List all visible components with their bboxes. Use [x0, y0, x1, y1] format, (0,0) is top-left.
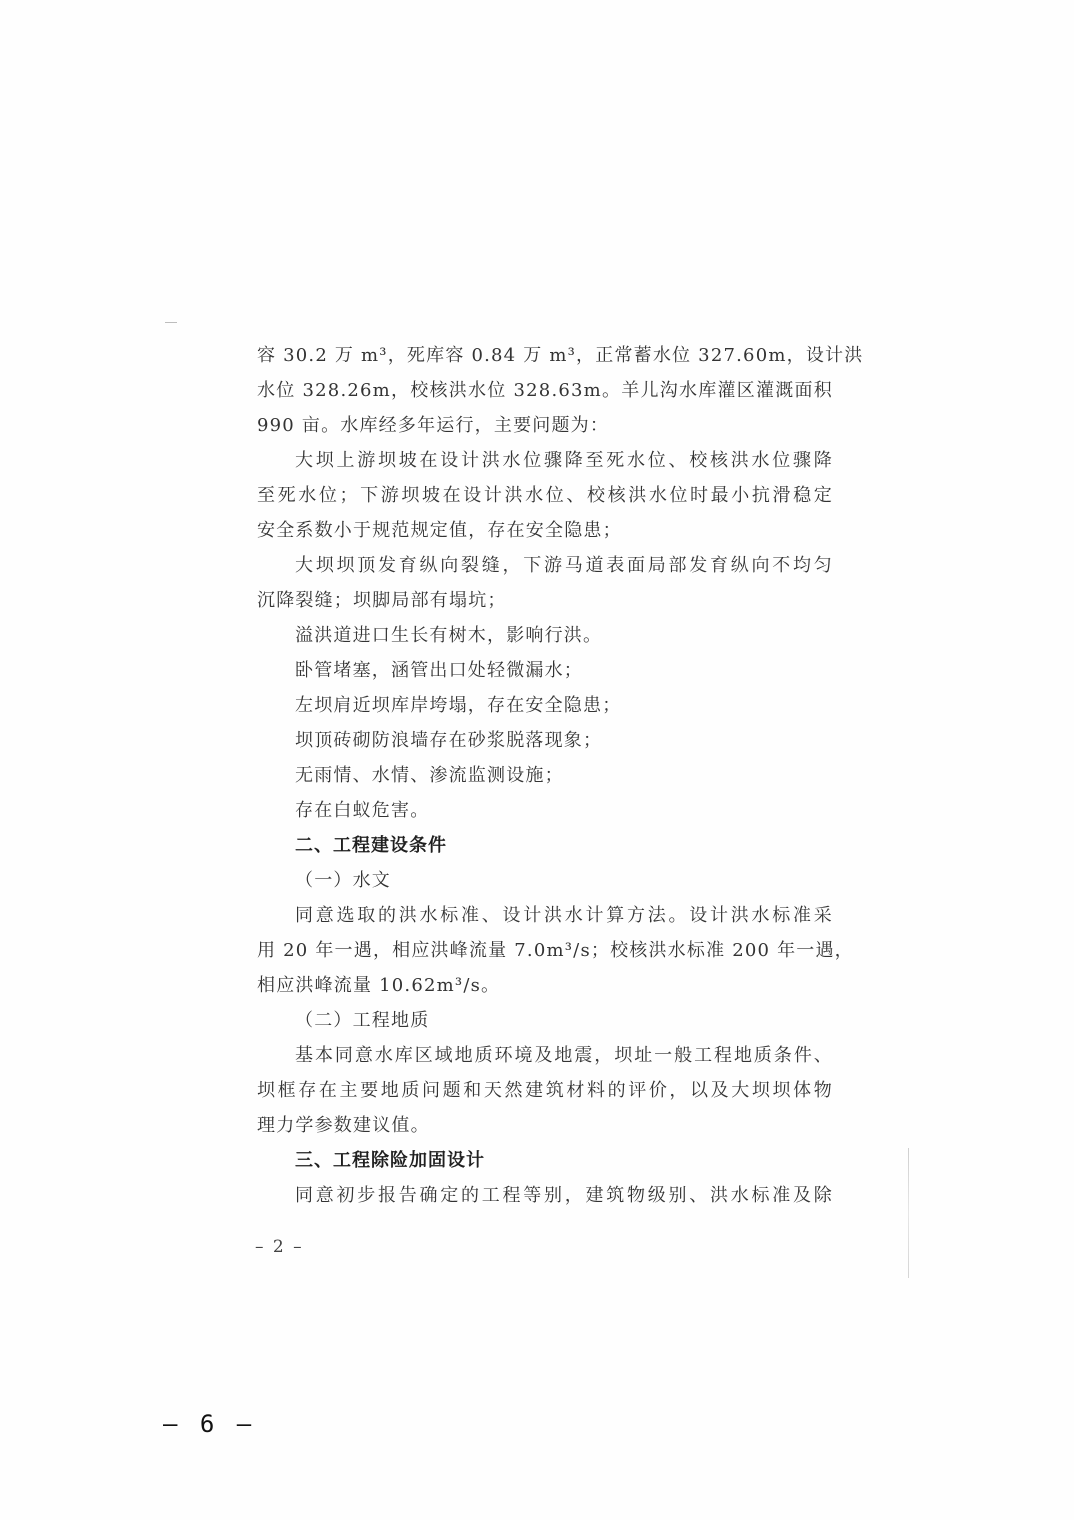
text-line: 坝顶砖砌防浪墙存在砂浆脱落现象；: [295, 730, 603, 751]
text-line: 相应洪峰流量 10.62m³/s。: [257, 975, 501, 996]
document-body: [257, 338, 864, 1213]
scan-artifact-mark: [165, 322, 177, 323]
section-heading: 三、工程除险加固设计: [295, 1150, 485, 1171]
text-line: 基本同意水库区域地质环境及地震，坝址一般工程地质条件、: [295, 1045, 833, 1066]
text-line: 至死水位；下游坝坡在设计洪水位、校核洪水位时最小抗滑稳定: [257, 485, 833, 506]
text-line: 安全系数小于规范规定值，存在安全隐患；: [257, 520, 622, 541]
text-line: 990 亩。水库经多年运行，主要问题为：: [257, 415, 610, 436]
text-line: 容 30.2 万 m³，死库容 0.84 万 m³，正常蓄水位 327.60m，设计洪: [257, 345, 864, 366]
text-line: 用 20 年一遇，相应洪峰流量 7.0m³/s；校核洪水标准 200 年一遇，: [257, 940, 854, 961]
outer-page-number: – 6 –: [163, 1410, 256, 1438]
text-line: 坝框存在主要地质问题和天然建筑材料的评价，以及大坝坝体物: [257, 1080, 833, 1101]
text-line: （一）水文: [295, 870, 391, 891]
text-line: 大坝上游坝坡在设计洪水位骤降至死水位、校核洪水位骤降: [295, 450, 833, 471]
scan-artifact-line: [908, 1148, 909, 1278]
inner-page-number: – 2 –: [255, 1237, 304, 1257]
section-heading: 二、工程建设条件: [295, 835, 447, 856]
text-line: 理力学参数建议值。: [257, 1115, 430, 1136]
text-line: 卧管堵塞，涵管出口处轻微漏水；: [295, 660, 583, 681]
text-line: 沉降裂缝；坝脚局部有塌坑；: [257, 590, 507, 611]
text-line: 大坝坝顶发育纵向裂缝，下游马道表面局部发育纵向不均匀: [295, 555, 833, 576]
text-line: 同意选取的洪水标准、设计洪水计算方法。设计洪水标准采: [295, 905, 833, 926]
text-line: 水位 328.26m，校核洪水位 328.63m。羊儿沟水库灌区灌溉面积: [257, 380, 833, 401]
text-line: （二）工程地质: [295, 1010, 430, 1031]
text-line: 同意初步报告确定的工程等别，建筑物级别、洪水标准及除: [295, 1185, 833, 1206]
text-line: 溢洪道进口生长有树木，影响行洪。: [295, 625, 603, 646]
text-line: 存在白蚁危害。: [295, 800, 430, 821]
text-line: 无雨情、水情、渗流监测设施；: [295, 765, 564, 786]
text-line: 左坝肩近坝库岸垮塌，存在安全隐患；: [295, 695, 622, 716]
